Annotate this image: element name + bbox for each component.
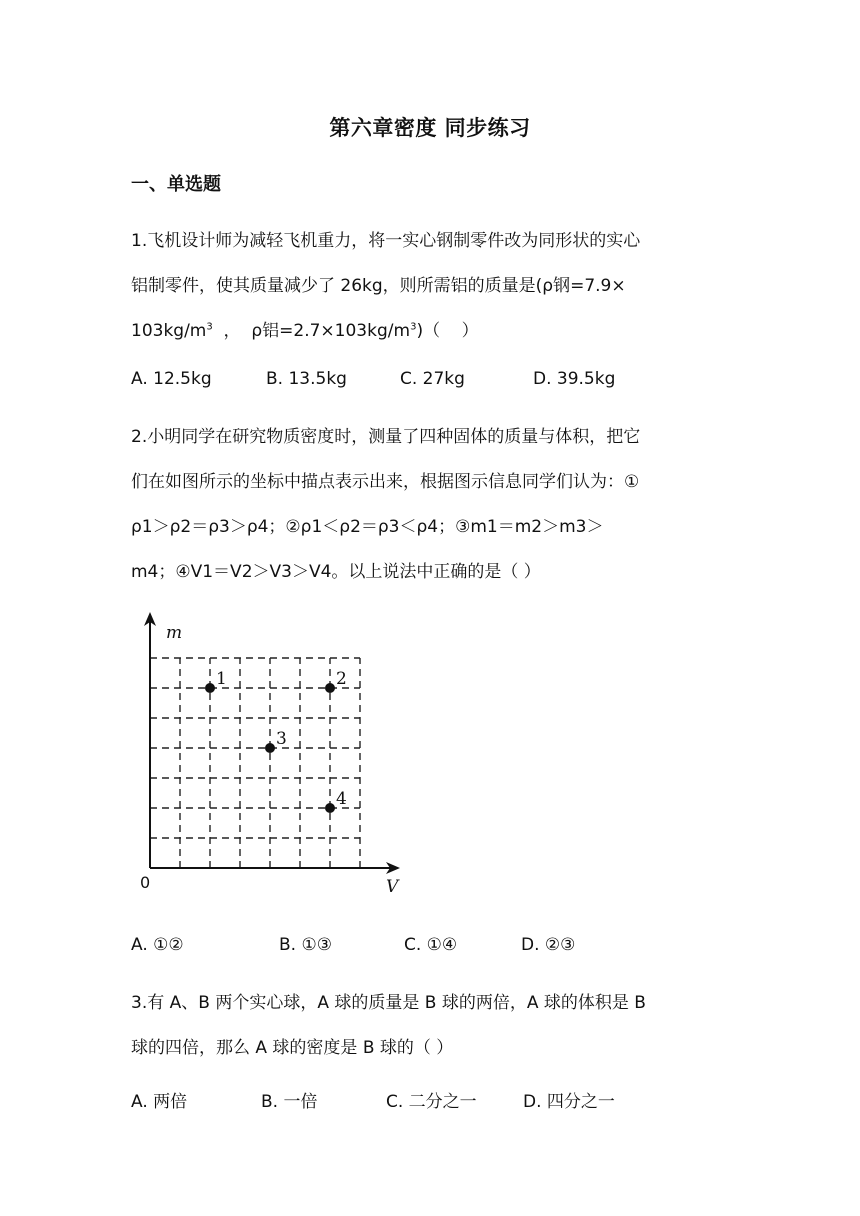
question-2-line-3: ρ1＞ρ2＝ρ3＞ρ4；②ρ1＜ρ2＝ρ3＜ρ4；③m1＝m2＞m3＞ [131,517,604,537]
data-point-label-2: 2 [336,669,347,689]
y-axis-label: m [166,623,183,643]
data-point-label-3: 3 [276,729,287,749]
document-title: 第六章密度 同步练习 [329,116,531,140]
x-axis-label: V [386,877,399,897]
question-1-line-1: 1.飞机设计师为减轻飞机重力，将一实心钢制零件改为同形状的实心 [131,231,641,251]
data-point-label-1: 1 [216,669,227,689]
question-1-option-b[interactable]: B. 13.5kg [266,369,347,389]
question-2-option-d[interactable]: D. ②③ [521,935,576,955]
question-3-line-1: 3.有 A、B 两个实心球，A 球的质量是 B 球的两倍，A 球的体积是 B [131,993,646,1013]
section-heading: 一、单选题 [131,174,221,195]
question-2-line-2: 们在如图所示的坐标中描点表示出来，根据图示信息同学们认为：① [131,472,640,492]
data-point-label-4: 4 [336,789,347,809]
question-2-option-b[interactable]: B. ①③ [279,935,332,955]
q1-unit-b: ， ρ铝=2.7×103kg/m [212,321,411,341]
question-1-line-2: 铝制零件，使其质量减少了 26kg，则所需铝的质量是(ρ钢=7.9× [131,276,626,296]
mass-volume-chart [128,606,408,898]
q1-unit-a: 103kg/m [131,321,207,341]
question-2-option-c[interactable]: C. ①④ [404,935,458,955]
question-3-line-2: 球的四倍，那么 A 球的密度是 B 球的（ ） [131,1038,454,1058]
data-point-3 [265,743,275,753]
question-3-option-d[interactable]: D. 四分之一 [523,1092,615,1112]
q1-sup-b: 3 [410,321,417,333]
data-point-2 [325,683,335,693]
question-1-option-c[interactable]: C. 27kg [400,369,465,389]
q1-sup-a: 3 [206,321,213,333]
origin-label: 0 [140,873,151,892]
q1-paren: )（ ） [416,321,479,341]
question-2-option-a[interactable]: A. ①② [131,935,184,955]
data-point-4 [325,803,335,813]
question-2-line-1: 2.小明同学在研究物质密度时，测量了四种固体的质量与体积，把它 [131,427,641,447]
data-point-1 [205,683,215,693]
question-3-option-c[interactable]: C. 二分之一 [386,1092,477,1112]
question-3-option-a[interactable]: A. 两倍 [131,1092,188,1112]
question-1-option-d[interactable]: D. 39.5kg [533,369,616,389]
question-1-line-3 [131,316,479,341]
question-3-option-b[interactable]: B. 一倍 [261,1092,318,1112]
question-1-option-a[interactable]: A. 12.5kg [131,369,212,389]
question-2-line-4: m4；④V1＝V2＞V3＞V4。以上说法中正确的是（ ） [131,562,541,582]
